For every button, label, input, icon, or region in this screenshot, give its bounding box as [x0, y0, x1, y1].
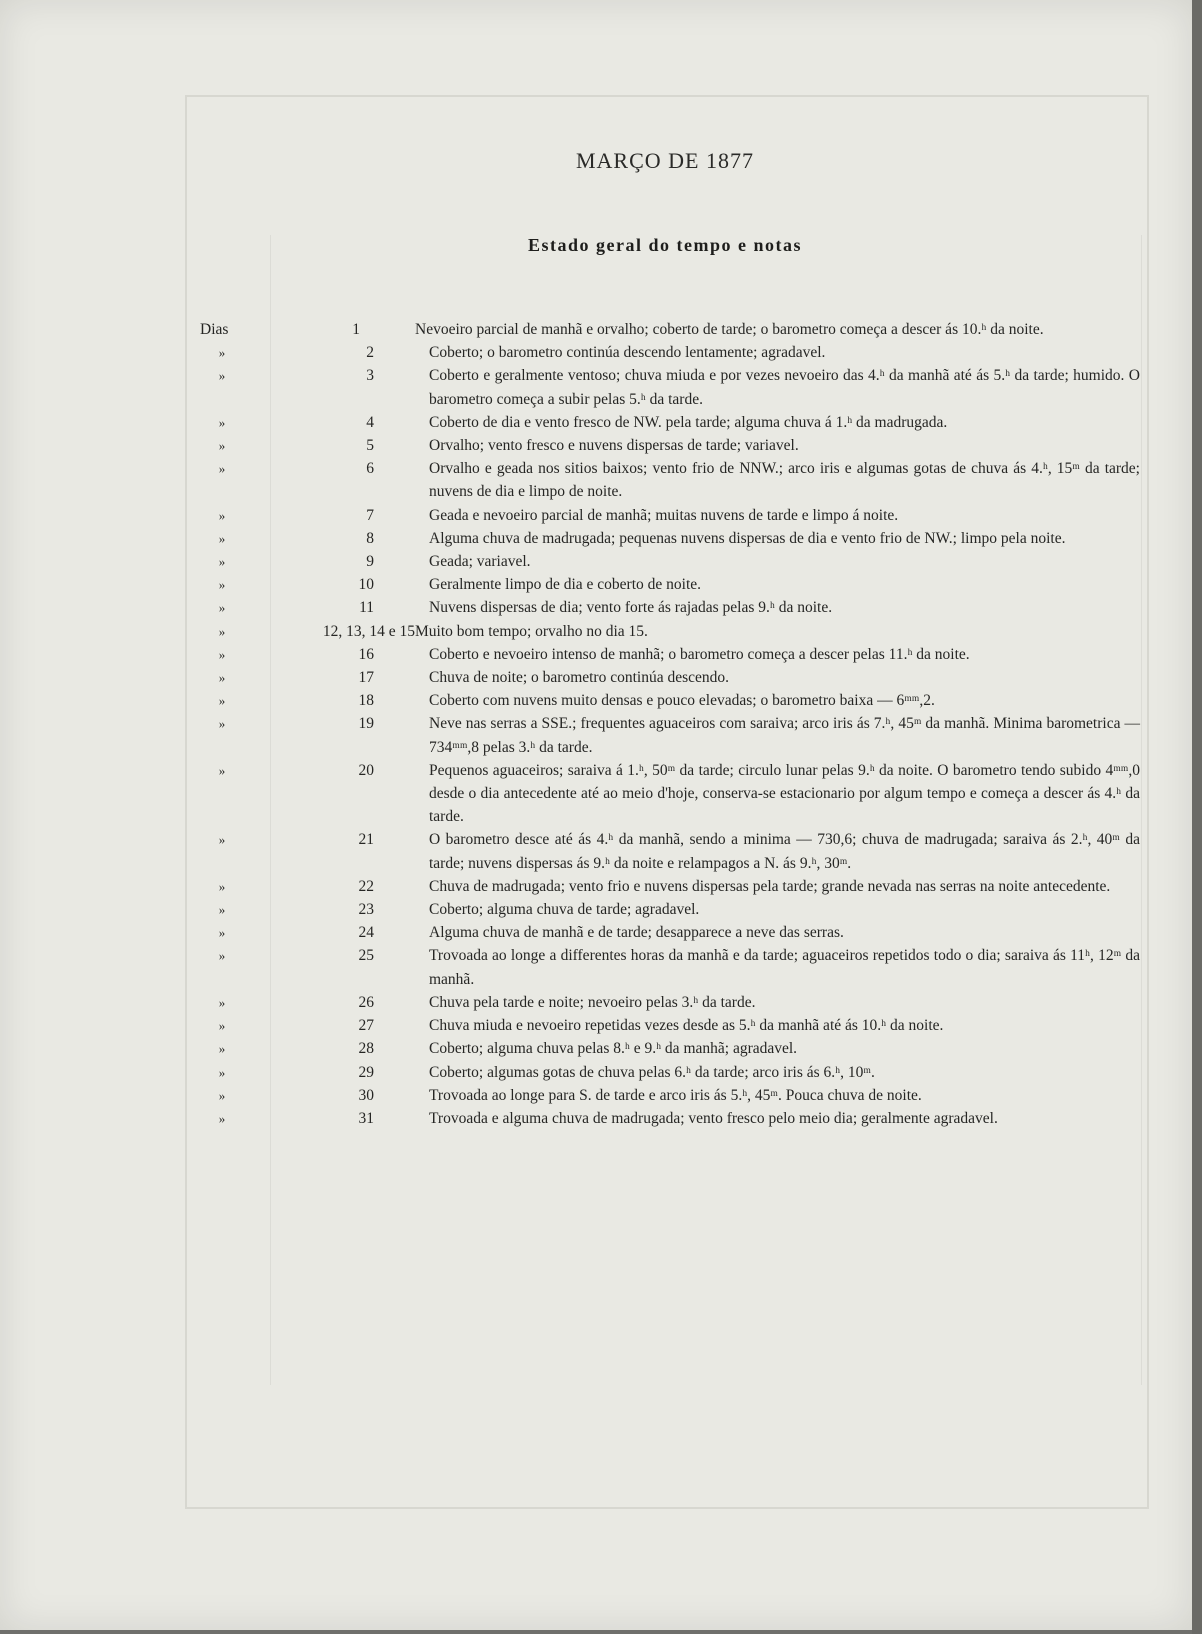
day-number: 27: [358, 1017, 374, 1035]
day-number: 6: [366, 460, 374, 478]
day-note: Muito bom tempo; orvalho no dia 15.: [415, 622, 648, 640]
day-number: 23: [358, 901, 374, 919]
page-subtitle: Estado geral do tempo e notas: [528, 235, 802, 255]
list-item: [200, 1014, 1140, 1037]
day-number: 28: [358, 1040, 374, 1058]
day-number: 29: [358, 1063, 374, 1081]
day-note: Trovoada ao longe para S. de tarde e arco iris ás 5.ʰ, 45ᵐ. Pouca chuva de noite.: [429, 1086, 922, 1104]
list-item: [200, 921, 1140, 944]
ditto-mark: »: [218, 1087, 226, 1103]
day-number: 31: [358, 1109, 374, 1127]
day-note: Chuva de madrugada; vento frio e nuvens dispersas pela tarde; grande nevada nas serras na noite antecedente.: [429, 877, 1111, 895]
day-number: 7: [366, 506, 374, 524]
ditto-mark: »: [218, 600, 226, 616]
day-number: 10: [358, 576, 374, 594]
day-note: Geralmente limpo de dia e coberto de noite.: [429, 576, 702, 594]
ditto-mark: »: [218, 414, 226, 430]
day-note: Alguma chuva de madrugada; pequenas nuvens dispersas de dia e vento frio de NW.; limpo pela noite.: [429, 529, 1066, 547]
list-item: [200, 828, 1140, 874]
page-title: MARÇO DE 1877: [575, 148, 754, 173]
day-note: Nuvens dispersas de dia; vento forte ás rajadas pelas 9.ʰ da noite.: [429, 599, 833, 617]
ditto-mark: »: [218, 577, 226, 593]
day-number: 9: [366, 553, 374, 571]
ditto-mark: »: [218, 368, 226, 384]
day-number: 24: [358, 924, 374, 942]
ditto-mark: »: [218, 623, 226, 639]
day-number: 11: [359, 599, 374, 617]
ditto-mark: »: [218, 1041, 226, 1057]
ditto-mark: »: [218, 762, 226, 778]
day-note: Coberto; algumas gotas de chuva pelas 6.ʰ da tarde; arco iris ás 6.ʰ, 10ᵐ.: [429, 1063, 875, 1081]
ditto-mark: »: [218, 438, 226, 454]
list-item: [200, 643, 1140, 666]
ditto-mark: »: [218, 948, 226, 964]
list-item: [200, 991, 1140, 1014]
list-item: [200, 573, 1140, 596]
list-item: [200, 1061, 1140, 1084]
ditto-mark: »: [218, 716, 226, 732]
day-note: Chuva pela tarde e noite; nevoeiro pelas 3.ʰ da tarde.: [429, 993, 756, 1011]
list-item: [200, 712, 1140, 758]
list-item: [200, 1037, 1140, 1060]
day-note: Coberto com nuvens muito densas e pouco elevadas; o barometro baixa — 6ᵐᵐ,2.: [429, 692, 935, 710]
day-note: Geada; variavel.: [429, 553, 531, 571]
day-note: Coberto e geralmente ventoso; chuva miuda e por vezes nevoeiro das 4.ʰ da manhã até ás 5.ʰ da tarde; humido. O barometro começa a subir pelas 5.ʰ da tarde.: [429, 367, 1140, 408]
day-number: 12, 13, 14 e 15: [322, 622, 415, 640]
day-note: Trovoada ao longe a differentes horas da manhã e da tarde; aguaceiros repetidos todo o dia; saraiva ás 11ʰ, 12ᵐ da manhã.: [429, 947, 1140, 988]
ditto-mark: »: [218, 646, 226, 662]
list-item: [200, 759, 1140, 829]
list-item: [200, 527, 1140, 550]
day-number: 4: [366, 413, 374, 431]
list-item: [200, 411, 1140, 434]
day-number: 1: [352, 321, 360, 338]
ditto-mark: »: [218, 1064, 226, 1080]
day-number: 8: [366, 529, 374, 547]
day-note: Coberto; o barometro continúa descendo lentamente; agradavel.: [429, 344, 826, 362]
list-item: [200, 898, 1140, 921]
list-item: [200, 875, 1140, 898]
ditto-mark: »: [218, 345, 226, 361]
list-item: [200, 1107, 1140, 1130]
day-number: 22: [358, 877, 374, 895]
page-edge: [1192, 0, 1202, 1634]
list-item: [200, 944, 1140, 990]
day-number: 30: [358, 1086, 374, 1104]
list-item: [200, 1084, 1140, 1107]
day-note: O barometro desce até ás 4.ʰ da manhã, sendo a minima — 730,6; chuva de madrugada; saraiva ás 2.ʰ, 40ᵐ da tarde; nuvens dispersas ás 9.ʰ da noite e relampagos a N. ás 9.ʰ, 30ᵐ.: [429, 831, 1140, 872]
list-item: [200, 457, 1140, 503]
day-note: Coberto de dia e vento fresco de NW. pela tarde; alguma chuva á 1.ʰ da madrugada.: [429, 413, 948, 431]
ditto-mark: »: [218, 507, 226, 523]
day-note: Coberto; alguma chuva de tarde; agradavel.: [429, 901, 700, 919]
ditto-mark: »: [218, 1110, 226, 1126]
list-item: [200, 504, 1140, 527]
day-note: Orvalho; vento fresco e nuvens dispersas de tarde; variavel.: [429, 437, 799, 455]
day-note: Alguma chuva de manhã e de tarde; desapparece a neve das serras.: [429, 924, 844, 942]
ditto-mark: »: [218, 693, 226, 709]
list-item: [200, 550, 1140, 573]
list-item: [200, 620, 1140, 643]
ditto-mark: »: [218, 670, 226, 686]
weather-notes-list: [200, 318, 1140, 1130]
list-item: [200, 341, 1140, 364]
day-note: Coberto; alguma chuva pelas 8.ʰ e 9.ʰ da manhã; agradavel.: [429, 1040, 798, 1058]
day-number: 26: [358, 993, 374, 1011]
day-number: 16: [358, 645, 374, 663]
list-item: [200, 689, 1140, 712]
ditto-mark: »: [218, 994, 226, 1010]
ditto-mark: »: [218, 878, 226, 894]
list-item: [200, 318, 1140, 341]
ditto-mark: »: [218, 902, 226, 918]
day-note: Coberto e nevoeiro intenso de manhã; o barometro começa a descer pelas 11.ʰ da noite.: [429, 645, 970, 663]
list-item: [200, 596, 1140, 619]
list-item: [200, 364, 1140, 410]
day-note: Neve nas serras a SSE.; frequentes aguaceiros com saraiva; arco iris ás 7.ʰ, 45ᵐ da manhã. Minima barometrica — 734ᵐᵐ,8 pelas 3.ʰ da tarde.: [429, 715, 1140, 756]
day-number: 3: [366, 367, 374, 385]
list-item: [200, 434, 1140, 457]
day-number: 25: [358, 947, 374, 965]
day-number: 5: [366, 437, 374, 455]
list-item: [200, 666, 1140, 689]
day-note: Geada e nevoeiro parcial de manhã; muitas nuvens de tarde e limpo á noite.: [429, 506, 899, 524]
ditto-mark: »: [218, 461, 226, 477]
day-note: Chuva miuda e nevoeiro repetidas vezes desde as 5.ʰ da manhã até ás 10.ʰ da noite.: [429, 1017, 944, 1035]
day-number: 19: [358, 715, 374, 733]
day-number: 20: [358, 761, 374, 779]
ditto-mark: »: [218, 530, 226, 546]
day-number: 2: [366, 344, 374, 362]
day-number: 18: [358, 692, 374, 710]
days-label: Dias: [200, 321, 229, 338]
day-note: Nevoeiro parcial de manhã e orvalho; coberto de tarde; o barometro começa a descer ás 10.ʰ da noite.: [415, 321, 1044, 338]
day-note: Pequenos aguaceiros; saraiva á 1.ʰ, 50ᵐ da tarde; circulo lunar pelas 9.ʰ da noite. O barometro tendo subido 4ᵐᵐ,0 desde o dia antecedente até ao meio d'hoje, conserva-se estacionario por algum tempo e começa a descer ás 4.ʰ da tarde.: [429, 761, 1140, 826]
day-number: 17: [358, 669, 374, 687]
day-note: Trovoada e alguma chuva de madrugada; vento fresco pelo meio dia; geralmente agradavel.: [429, 1109, 998, 1127]
ditto-mark: »: [218, 554, 226, 570]
ditto-mark: »: [218, 832, 226, 848]
ditto-mark: »: [218, 1018, 226, 1034]
day-note: Chuva de noite; o barometro continúa descendo.: [429, 669, 730, 687]
day-note: Orvalho e geada nos sitios baixos; vento frio de NNW.; arco iris e algumas gotas de chuva ás 4.ʰ, 15ᵐ da tarde; nuvens de dia e limpo de noite.: [429, 460, 1140, 501]
day-number: 21: [358, 831, 374, 849]
ditto-mark: »: [218, 925, 226, 941]
